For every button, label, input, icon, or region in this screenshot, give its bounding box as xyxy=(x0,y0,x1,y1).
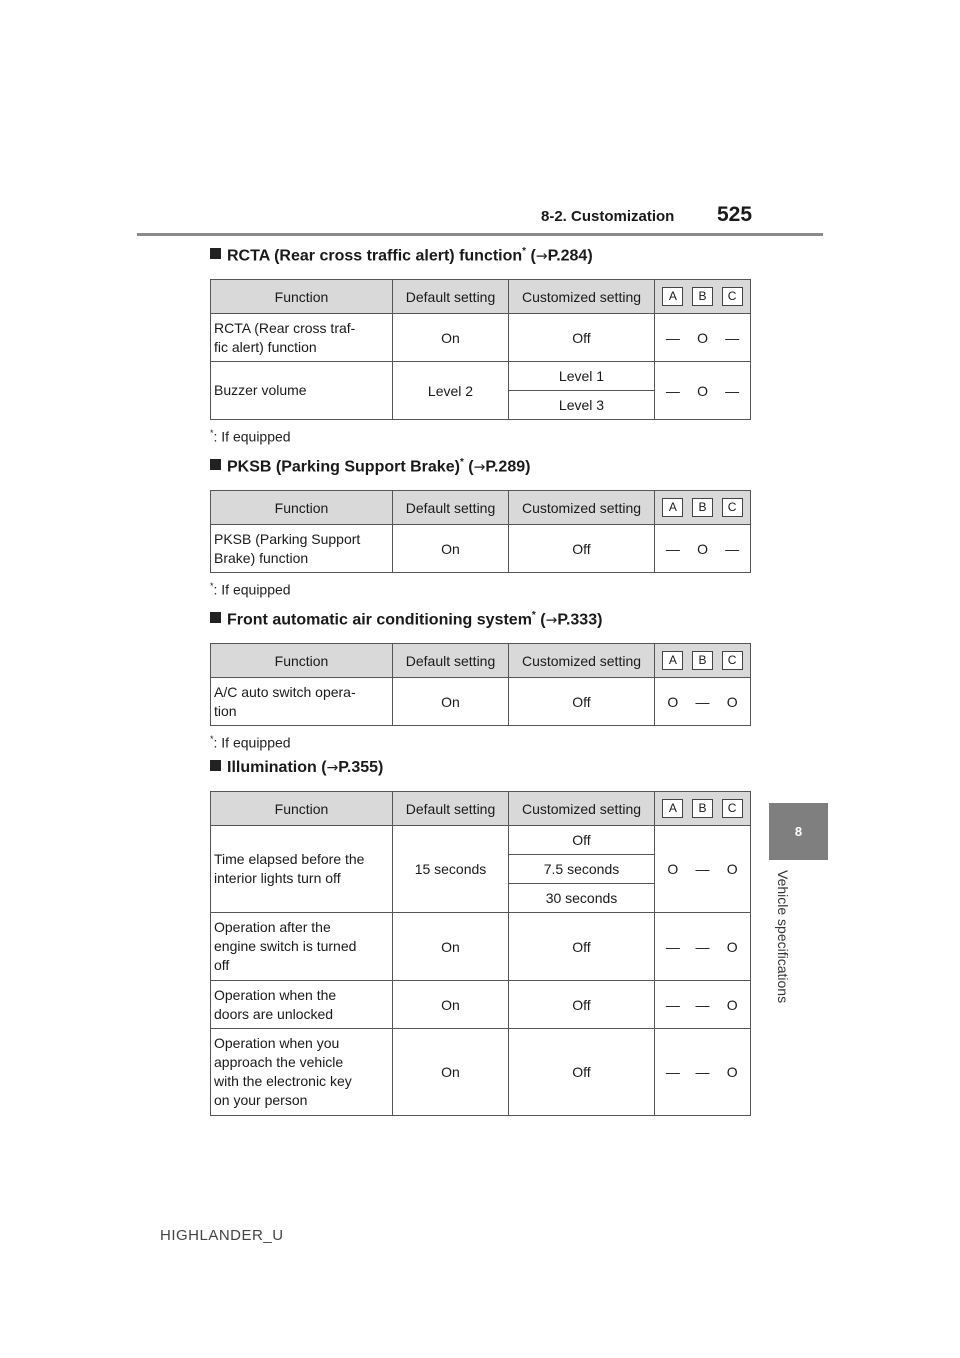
header-rule xyxy=(137,233,823,236)
cell-function: Operation when you approach the vehicle with the electronic key on your person xyxy=(211,1029,393,1116)
cell-function: Operation when the doors are unlocked xyxy=(211,981,393,1029)
box-b: B xyxy=(692,287,713,306)
customization-table xyxy=(210,643,751,726)
customization-table xyxy=(210,279,751,420)
cell-default: On xyxy=(393,525,509,573)
mark-c: O xyxy=(726,996,738,1013)
cell-availability xyxy=(655,525,751,573)
box-c: C xyxy=(722,799,743,818)
header-default: Default setting xyxy=(393,491,509,525)
abc-boxes xyxy=(658,651,747,670)
section-title-text: PKSB (Parking Support Brake) xyxy=(227,458,460,476)
cell-default: 15 seconds xyxy=(393,826,509,913)
footnote-star: * xyxy=(522,246,527,257)
customization-table xyxy=(210,490,751,573)
cell-custom: 30 seconds xyxy=(509,884,655,913)
cell-default: On xyxy=(393,913,509,981)
mark-c: — xyxy=(725,382,740,399)
footnote xyxy=(210,428,291,445)
mark-a: — xyxy=(665,1064,680,1080)
table-row xyxy=(211,1029,751,1116)
chapter-label: Vehicle specifications xyxy=(775,870,791,1004)
cell-availability xyxy=(655,826,751,913)
availability-marks xyxy=(658,861,747,877)
cell-availability xyxy=(655,913,751,981)
section-title: Illumination (→P.355) xyxy=(210,759,383,777)
arrow-icon: → xyxy=(545,612,558,629)
footnote-star: * xyxy=(210,428,214,438)
section-title-text: RCTA (Rear cross traffic alert) function xyxy=(227,247,523,265)
box-b: B xyxy=(692,498,713,517)
page-number: 525 xyxy=(717,203,753,226)
table-row xyxy=(211,678,751,726)
arrow-icon: → xyxy=(535,248,548,265)
cell-function: Time elapsed before the interior lights turn off xyxy=(211,826,393,913)
cell-custom: Off xyxy=(509,981,655,1029)
cell-availability xyxy=(655,981,751,1029)
cell-default: On xyxy=(393,981,509,1029)
header-abc xyxy=(655,280,751,314)
table-header-row xyxy=(211,644,751,678)
cell-default: On xyxy=(393,314,509,362)
footnote xyxy=(210,581,291,598)
section-title: RCTA (Rear cross traffic alert) function* (→P.284) xyxy=(210,246,593,265)
cell-function: PKSB (Parking Support Brake) function xyxy=(211,525,393,573)
header-abc xyxy=(655,491,751,525)
table-header-row xyxy=(211,280,751,314)
bullet-square-icon xyxy=(210,760,221,771)
cell-custom: Level 3 xyxy=(509,391,655,420)
mark-a: O xyxy=(667,693,679,710)
footnote-star: * xyxy=(459,457,464,468)
section-heading: 8-2. Customization xyxy=(541,208,675,225)
section-title: Front automatic air conditioning system* (→P.333) xyxy=(210,610,602,629)
table-row xyxy=(211,525,751,573)
mark-b: O xyxy=(697,382,708,399)
header-abc xyxy=(655,644,751,678)
section-title-text: Illumination xyxy=(227,759,317,776)
mark-b: O xyxy=(697,540,708,557)
footnote-text: : If equipped xyxy=(213,428,291,445)
footnote-text: : If equipped xyxy=(213,734,291,751)
cell-custom: Off xyxy=(509,314,655,362)
mark-b: — xyxy=(695,693,710,710)
cell-default: On xyxy=(393,1029,509,1116)
header-custom: Customized setting xyxy=(509,792,655,826)
header-custom: Customized setting xyxy=(509,491,655,525)
footnote-star: * xyxy=(210,581,214,591)
box-c: C xyxy=(722,651,743,670)
mark-b: O xyxy=(697,329,708,346)
availability-marks xyxy=(658,939,747,955)
footnote-text: : If equipped xyxy=(213,581,291,598)
header-function: Function xyxy=(211,644,393,678)
cell-custom: Off xyxy=(509,1029,655,1116)
footer-model: HIGHLANDER_U xyxy=(160,1227,284,1244)
table-row xyxy=(211,981,751,1029)
mark-c: — xyxy=(725,540,740,557)
box-c: C xyxy=(722,287,743,306)
mark-b: — xyxy=(695,996,710,1013)
table-header-row xyxy=(211,491,751,525)
page-reference-link[interactable]: P.289 xyxy=(485,458,526,476)
table-row xyxy=(211,826,751,855)
header-default: Default setting xyxy=(393,644,509,678)
cell-function: Buzzer volume xyxy=(211,362,393,420)
header-default: Default setting xyxy=(393,792,509,826)
mark-c: O xyxy=(726,861,738,877)
footnote-star: * xyxy=(210,734,214,744)
box-a: A xyxy=(662,287,683,306)
cell-custom: Level 1 xyxy=(509,362,655,391)
chapter-tab[interactable]: 8 xyxy=(769,803,828,860)
mark-a: — xyxy=(665,996,680,1013)
header-abc xyxy=(655,792,751,826)
cell-custom: Off xyxy=(509,678,655,726)
arrow-icon: → xyxy=(473,459,486,476)
abc-boxes xyxy=(658,799,747,818)
mark-a: — xyxy=(665,382,680,399)
availability-marks xyxy=(658,1064,747,1080)
customization-table xyxy=(210,791,751,1116)
header-function: Function xyxy=(211,280,393,314)
abc-boxes xyxy=(658,287,747,306)
cell-custom: Off xyxy=(509,525,655,573)
availability-marks xyxy=(658,694,747,710)
cell-function: A/C auto switch opera- tion xyxy=(211,678,393,726)
table-row xyxy=(211,913,751,981)
box-a: A xyxy=(662,498,683,517)
mark-c: O xyxy=(726,938,738,955)
section-title: PKSB (Parking Support Brake)* (→P.289) xyxy=(210,457,530,476)
table-header-row xyxy=(211,792,751,826)
header-default: Default setting xyxy=(393,280,509,314)
availability-marks xyxy=(658,330,747,346)
page-reference-link[interactable]: P.355 xyxy=(338,759,379,776)
mark-a: — xyxy=(665,540,680,557)
footnote xyxy=(210,734,291,751)
table-row xyxy=(211,314,751,362)
mark-b: — xyxy=(695,938,710,955)
mark-b: — xyxy=(695,861,710,877)
box-a: A xyxy=(662,651,683,670)
box-a: A xyxy=(662,799,683,818)
cell-function: RCTA (Rear cross traf- fic alert) function xyxy=(211,314,393,362)
cell-default: Level 2 xyxy=(393,362,509,420)
page-reference-link[interactable]: P.333 xyxy=(557,611,598,629)
bullet-square-icon xyxy=(210,612,221,623)
availability-marks xyxy=(658,997,747,1013)
cell-availability xyxy=(655,314,751,362)
box-c: C xyxy=(722,498,743,517)
box-b: B xyxy=(692,651,713,670)
cell-function: Operation after the engine switch is turned off xyxy=(211,913,393,981)
arrow-icon: → xyxy=(326,760,339,776)
cell-availability xyxy=(655,362,751,420)
mark-c: — xyxy=(725,329,740,346)
abc-boxes xyxy=(658,498,747,517)
mark-a: O xyxy=(667,861,679,877)
cell-default: On xyxy=(393,678,509,726)
page-reference-link[interactable]: P.284 xyxy=(547,247,588,265)
header-custom: Customized setting xyxy=(509,644,655,678)
mark-a: — xyxy=(665,938,680,955)
header-function: Function xyxy=(211,491,393,525)
header-function: Function xyxy=(211,792,393,826)
mark-a: — xyxy=(665,329,680,346)
mark-b: — xyxy=(695,1064,710,1080)
availability-marks xyxy=(658,541,747,557)
bullet-square-icon xyxy=(210,248,221,259)
footnote-star: * xyxy=(531,610,536,621)
cell-custom: Off xyxy=(509,913,655,981)
section-title-text: Front automatic air conditioning system xyxy=(227,611,532,629)
box-b: B xyxy=(692,799,713,818)
cell-availability xyxy=(655,1029,751,1116)
header-custom: Customized setting xyxy=(509,280,655,314)
table-row xyxy=(211,362,751,391)
availability-marks xyxy=(658,383,747,399)
bullet-square-icon xyxy=(210,459,221,470)
cell-custom: Off xyxy=(509,826,655,855)
cell-availability xyxy=(655,678,751,726)
mark-c: O xyxy=(726,693,738,710)
mark-c: O xyxy=(726,1064,738,1080)
cell-custom: 7.5 seconds xyxy=(509,855,655,884)
